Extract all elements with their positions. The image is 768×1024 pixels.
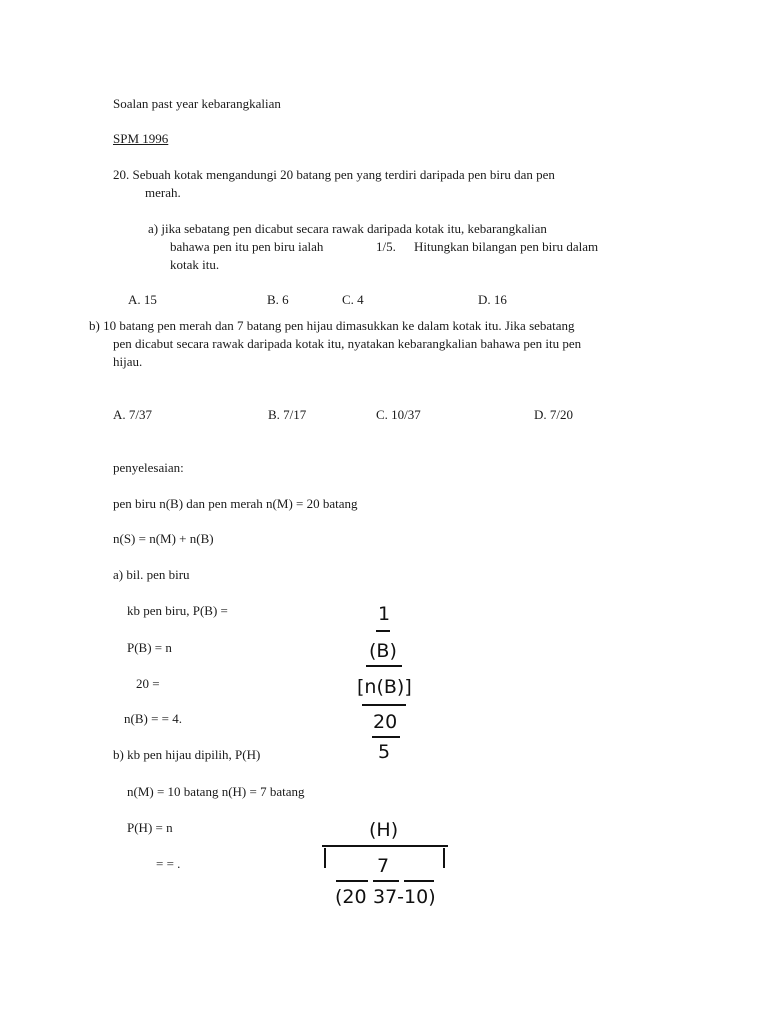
part-a-line-3: kotak itu. [170, 257, 220, 272]
solution-b-line-2: P(H) = n [127, 820, 173, 835]
formula-b-denominator: 37-10) [373, 886, 436, 908]
part-a-option-b: B. 6 [267, 292, 289, 307]
formula-a-bar-2 [366, 665, 402, 667]
part-b-option-b: B. 7/17 [268, 407, 307, 422]
solution-a-line-2: P(B) = n [127, 640, 172, 655]
formula-b-left-bracket [324, 848, 326, 868]
part-b-line-2: pen dicabut secara rawak daripada kotak itu, nyatakan kebarangkalian bahawa pen itu pen [113, 336, 582, 351]
formula-a-one: 1 [378, 603, 391, 625]
formula-a-bar-4 [372, 736, 400, 738]
solution-a-line-3: 20 = [136, 676, 160, 691]
formula-a-twenty: 20 [373, 711, 398, 733]
solution-a-line-1: kb pen biru, P(B) = [127, 603, 228, 618]
formula-b-seven: 7 [377, 855, 390, 877]
solution-b-line-1: n(M) = 10 batang n(H) = 7 batang [127, 784, 305, 799]
part-b-option-d: D. 7/20 [534, 407, 573, 422]
part-b-option-c: C. 10/37 [376, 407, 421, 422]
formula-b-top-bar [322, 845, 448, 847]
part-a-option-d: D. 16 [478, 292, 507, 307]
formula-a-bar-1 [376, 630, 390, 632]
formula-b-h: (H) [369, 819, 399, 841]
part-a-line-2a: bahawa pen itu pen biru ialah [170, 239, 324, 254]
solution-b-heading: b) kb pen hijau dipilih, P(H) [113, 747, 261, 762]
solution-a-line-4: n(B) = = 4. [124, 711, 182, 726]
question-line-2: merah. [145, 185, 181, 200]
solution-heading: penyelesaian: [113, 460, 184, 475]
solution-a-heading: a) bil. pen biru [113, 567, 190, 582]
part-b-line-1: b) 10 batang pen merah dan 7 batang pen hijau dimasukkan ke dalam kotak itu. Jika sebatang [89, 318, 575, 333]
formula-b-bar-left [336, 880, 368, 882]
page-title: Soalan past year kebarangkalian [113, 96, 281, 111]
part-b-line-3: hijau. [113, 354, 143, 369]
part-a-line-1: a) jika sebatang pen dicabut secara rawak daripada kotak itu, kebarangkalian [148, 221, 547, 236]
part-a-line-2b: 1/5. [376, 239, 396, 254]
formula-b-bar-right [404, 880, 434, 882]
part-a-option-c: C. 4 [342, 292, 364, 307]
part-a-line-2c: Hitungkan bilangan pen biru dalam [414, 239, 599, 254]
formula-a-nb: [n(B)] [357, 676, 412, 698]
formula-b-right-bracket [443, 848, 445, 868]
question-line-1: 20. Sebuah kotak mengandungi 20 batang pen yang terdiri daripada pen biru dan pen [113, 167, 555, 182]
formula-b-twenty: (20 [335, 886, 367, 908]
part-a-option-a: A. 15 [128, 292, 157, 307]
exam-year-heading: SPM 1996 [113, 131, 169, 146]
formula-b-bar-mid [373, 880, 399, 882]
solution-line-2: n(S) = n(M) + n(B) [113, 531, 214, 546]
part-b-option-a: A. 7/37 [113, 407, 152, 422]
formula-a-bar-3 [362, 704, 406, 706]
formula-a-b: (B) [369, 640, 397, 662]
formula-a-five: 5 [378, 741, 391, 763]
solution-line-1: pen biru n(B) dan pen merah n(M) = 20 batang [113, 496, 358, 511]
solution-b-line-3: = = . [156, 856, 181, 871]
